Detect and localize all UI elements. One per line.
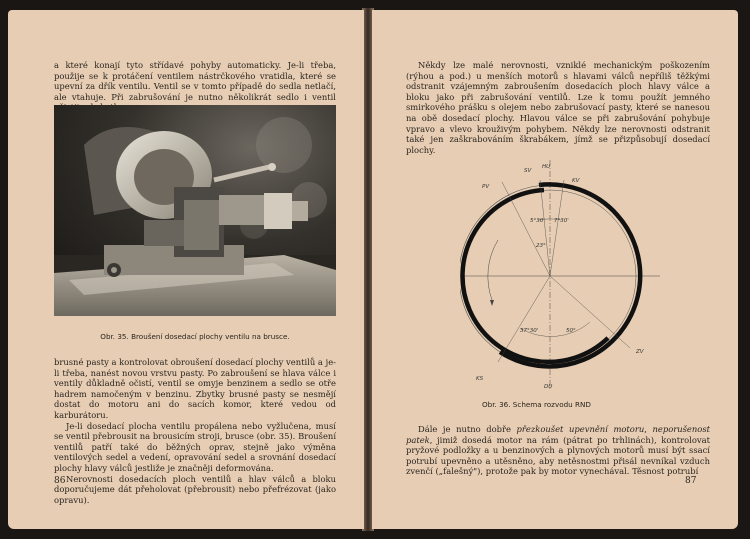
- figure-36-caption: Obr. 36. Schema rozvodu RND: [482, 400, 591, 409]
- label-angle-4: 37°30': [520, 328, 539, 334]
- valve-timing-diagram: [460, 150, 660, 390]
- valve-grinder-photo: [54, 105, 336, 316]
- left-page: [8, 10, 364, 529]
- label-angle-2: 7°30': [554, 218, 569, 224]
- left-paragraph-2: Je-li dosedací plocha ventilu propálena nebo vyžlučena, musí se ventil přebrousit na brousicím stroji, brusce (obr. 35). Broušení ventilů patří také do běžných oprav, stejně jako výměna ventilových sedel a vedení, opravování sedel a srovnání dosedací plochy hlavy válců jestliže je značněji deformována.: [54, 420, 336, 473]
- label-hu: HU: [542, 164, 551, 170]
- label-kv: KV: [572, 178, 580, 184]
- label-angle-1: 5°30': [530, 218, 545, 224]
- label-ks: KS: [476, 376, 484, 382]
- left-paragraph-1: brusné pasty a kontrolovat obroušení dosedací plochy ventilů a je-li třeba, nanést novou vrstvu pasty. Po zabroušení se hlava válce i ventily důkladně očistí, ventil se omyje benzinem a sedlo se otře hadrem namočeným v benzinu. Zbytky brusné pasty se nesmějí dostat do motoru ani do sacích komor, které vedou od karburátoru.: [54, 357, 336, 420]
- left-paragraph-3: Nerovnosti dosedacích ploch ventilů a hlav válců a bloku doporučujeme dát přeholovat (přebrousit) nebo přefrézovat (jako opravu).: [54, 473, 336, 505]
- label-sv: SV: [524, 168, 532, 174]
- right-page-number: 87: [685, 476, 697, 486]
- emphasis-engine-mount: přezkoušet upevnění motoru: [516, 424, 645, 434]
- left-page-number: 86: [54, 476, 66, 486]
- right-paragraph-bottom: Dále je nutno dobře přezkoušet upevnění motoru, neporušenost patek, jimiž dosedá motor na rám (pátrat po trhlinách), kontrolovat pryžové podložky a u benzinových a plynových motorů musí být ssací potrubí upevněno a utěsněno, aby netěsnostmi přisál nevníkal vzduch zvenčí („falešný"), protože pak by motor vynechával. Těsnost potrubí: [406, 424, 710, 477]
- left-paragraph-top: a které konají tyto střídavé pohyby automaticky. Je-li třeba, použije se k protáčení ventilem nástrčkového vratidla, které se upevní za dřík ventilu. Ventil se v tomto případě do sedla netlačí, ale vtahuje. Při zabrušování je nutno několikrát sedlo i ventil: [54, 60, 336, 102]
- label-du: DU: [544, 384, 553, 390]
- figure-35-caption: Obr. 35. Broušení dosedací plochy ventilu na brusce.: [100, 332, 290, 341]
- label-zv: ZV: [636, 349, 644, 355]
- left-body-text: [54, 357, 336, 505]
- label-angle-5: 50°: [566, 328, 576, 334]
- right-paragraph-top: Někdy lze malé nerovnosti, vzniklé mechanickým poškozením (rýhou a pod.) u menších motorů s hlavami válců nepříliš těžkými odstranit vzájemným zabroušením dosedacích ploch hlavy válce a bloku jako při zabrušování ventilů. Lze k tomu použít jemného smirkového prášku s olejem nebo zabrušovací pasty, které se nanesou na obě dosedací plochy. Hlavou válce se při zabrušování pohybuje vpravo a vlevo krouživým pohybem. Někdy lze nerovnosti odstranit také jen zaškrabováním škrabákem, jímž se přizpůsobují dosedací plochy.: [406, 60, 710, 155]
- right-page: [372, 10, 738, 529]
- label-pv: PV: [482, 184, 490, 190]
- label-angle-3: 23°: [536, 243, 546, 249]
- emphasis-feet: neporušenost patek: [406, 424, 710, 445]
